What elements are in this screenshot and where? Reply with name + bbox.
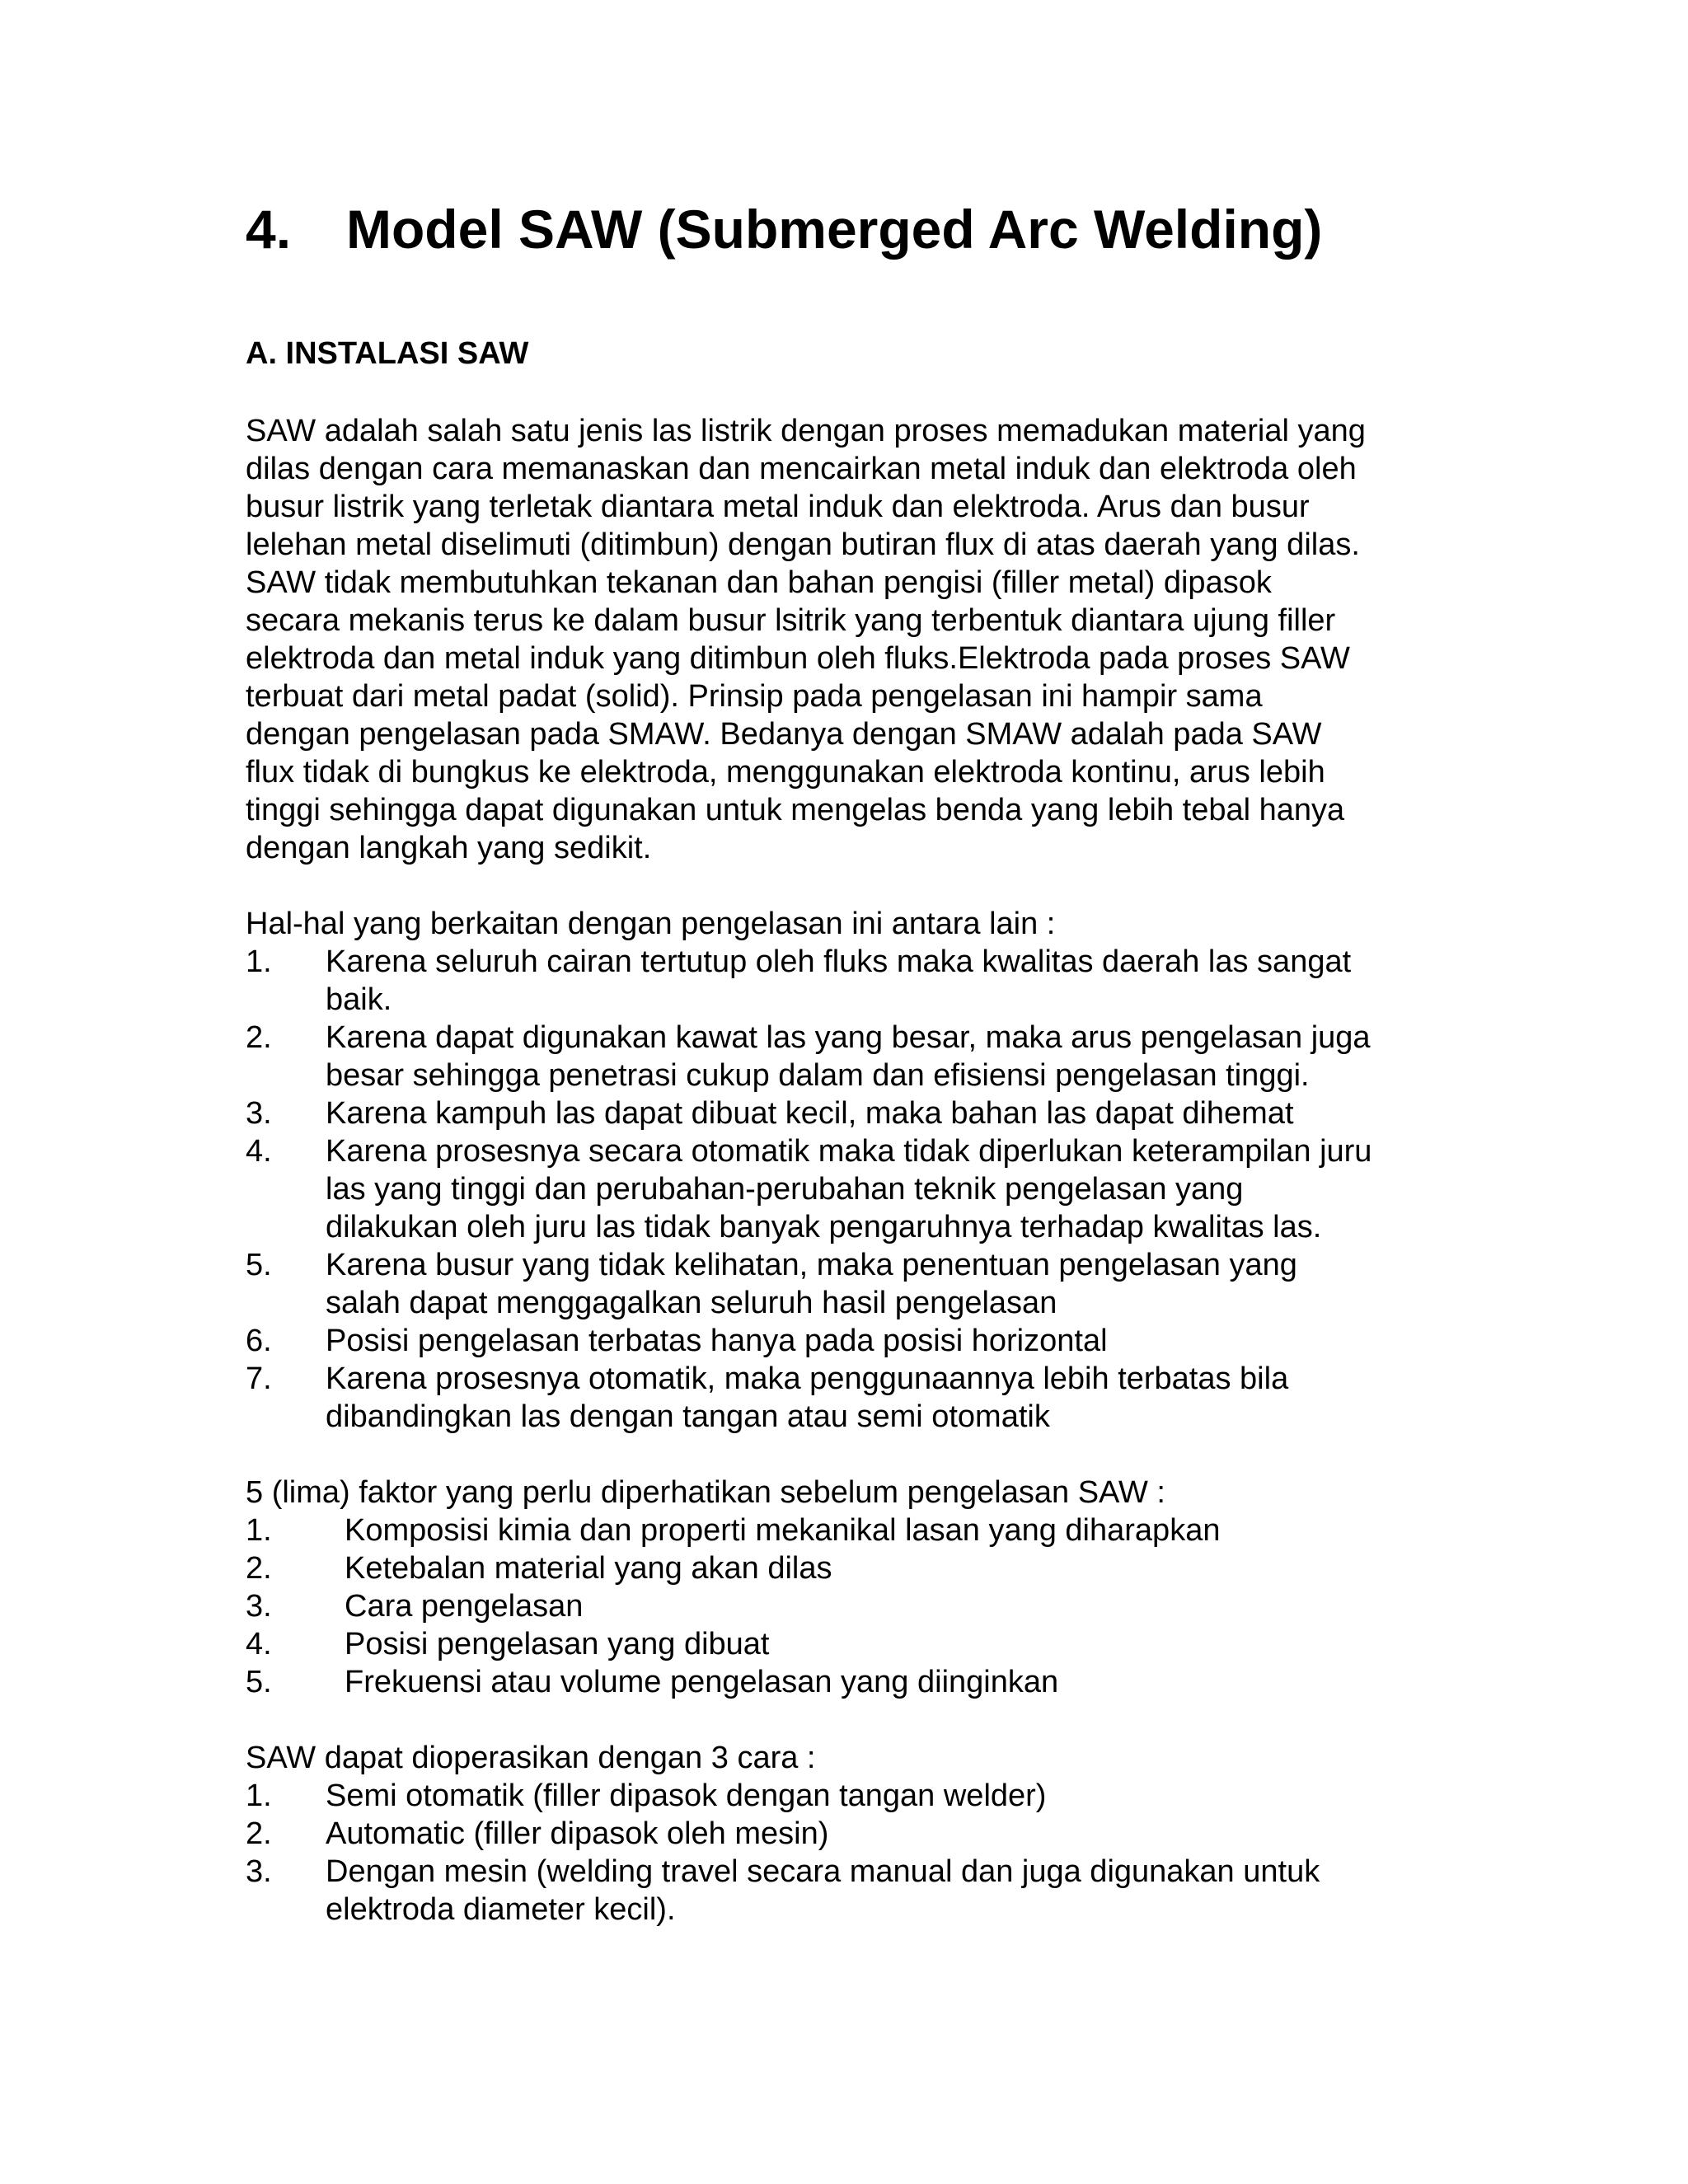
- list-item: [246, 1625, 1220, 1663]
- related-heading: [246, 905, 1055, 943]
- list-marker: 2.: [246, 1816, 272, 1851]
- list-item-line: Posisi pengelasan yang dibuat: [345, 1627, 770, 1661]
- list-marker: 4.: [246, 1134, 272, 1169]
- intro-line: terbuat dari metal padat (solid). Prinsip pada pengelasan ini hampir sama: [246, 679, 1263, 714]
- intro-line: SAW tidak membutuhkan tekanan dan bahan pengisi (filler metal) dipasok: [246, 565, 1272, 600]
- list-marker: 2.: [246, 1020, 272, 1055]
- list-item: [246, 1322, 1372, 1360]
- operation-heading: [246, 1739, 815, 1777]
- intro-line: SAW adalah salah satu jenis las listrik dengan proses memadukan material yang: [246, 414, 1366, 448]
- intro-line: elektroda dan metal induk yang ditimbun oleh fluks.Elektroda pada proses SAW: [246, 641, 1350, 676]
- list-item: [246, 1549, 1220, 1587]
- list-item-line: Karena busur yang tidak kelihatan, maka penentuan pengelasan yang: [326, 1248, 1297, 1282]
- operation-list: [246, 1777, 1320, 1929]
- list-marker: 7.: [246, 1361, 272, 1396]
- intro-line: tinggi sehingga dapat digunakan untuk mengelas benda yang lebih tebal hanya: [246, 793, 1345, 827]
- list-item-line: elektroda diameter kecil).: [326, 1892, 676, 1927]
- list-item-line: salah dapat menggagalkan seluruh hasil pengelasan: [326, 1286, 1057, 1320]
- list-item-line: Automatic (filler dipasok oleh mesin): [326, 1816, 829, 1851]
- list-item: [246, 1360, 1372, 1436]
- intro-line: dengan langkah yang sedikit.: [246, 831, 652, 865]
- list-marker: 1.: [246, 944, 272, 979]
- intro-paragraph: [246, 412, 1366, 867]
- list-item-line: Dengan mesin (welding travel secara manual dan juga digunakan untuk: [326, 1854, 1320, 1889]
- list-marker: 1.: [246, 1779, 272, 1813]
- list-item-line: Posisi pengelasan terbatas hanya pada posisi horizontal: [326, 1324, 1108, 1358]
- list-marker: 6.: [246, 1324, 272, 1358]
- list-item-line: Karena seluruh cairan tertutup oleh fluks maka kwalitas daerah las sangat: [326, 944, 1352, 979]
- list-item: [246, 943, 1372, 1019]
- related-list: [246, 943, 1372, 1436]
- intro-line: busur listrik yang terletak diantara metal induk dan elektroda. Arus dan busur: [246, 490, 1310, 524]
- section-heading: A. INSTALASI SAW: [246, 336, 529, 371]
- title-number: 4.: [246, 199, 292, 260]
- list-item-line: Semi otomatik (filler dipasok dengan tangan welder): [326, 1779, 1047, 1813]
- intro-line: lelehan metal diselimuti (ditimbun) dengan butiran flux di atas daerah yang dilas.: [246, 527, 1360, 562]
- list-item: [246, 1853, 1320, 1929]
- list-item: [246, 1246, 1372, 1322]
- list-item: [246, 1777, 1320, 1815]
- list-item-line: Ketebalan material yang akan dilas: [345, 1551, 832, 1586]
- factors-heading: [246, 1474, 1165, 1511]
- list-item-line: Cara pengelasan: [345, 1589, 584, 1624]
- list-marker: 5.: [246, 1665, 272, 1699]
- list-item-line: Karena prosesnya secara otomatik maka tidak diperlukan keterampilan juru: [326, 1134, 1372, 1169]
- list-item-line: besar sehingga penetrasi cukup dalam dan efisiensi pengelasan tinggi.: [326, 1058, 1310, 1093]
- list-item-line: Karena dapat digunakan kawat las yang besar, maka arus pengelasan juga: [326, 1020, 1371, 1055]
- intro-line: flux tidak di bungkus ke elektroda, menggunakan elektroda kontinu, arus lebih: [246, 755, 1325, 790]
- list-marker: 3.: [246, 1096, 272, 1131]
- list-item: [246, 1511, 1220, 1549]
- intro-line: dengan pengelasan pada SMAW. Bedanya dengan SMAW adalah pada SAW: [246, 717, 1322, 752]
- list-item: [246, 1019, 1372, 1094]
- list-item: [246, 1094, 1372, 1132]
- factors-heading-text: 5 (lima) faktor yang perlu diperhatikan sebelum pengelasan SAW :: [246, 1475, 1165, 1510]
- list-item-line: baik.: [326, 982, 392, 1017]
- list-item-line: dibandingkan las dengan tangan atau semi otomatik: [326, 1399, 1050, 1434]
- operation-heading-text: SAW dapat dioperasikan dengan 3 cara :: [246, 1741, 816, 1775]
- list-item: [246, 1587, 1220, 1625]
- intro-line: secara mekanis terus ke dalam busur lsitrik yang terbentuk diantara ujung filler: [246, 603, 1336, 638]
- factors-list: [246, 1511, 1220, 1701]
- page-title: [246, 196, 1322, 262]
- list-marker: 3.: [246, 1589, 272, 1624]
- list-item: [246, 1663, 1220, 1701]
- list-item-line: dilakukan oleh juru las tidak banyak pengaruhnya terhadap kwalitas las.: [326, 1210, 1322, 1244]
- list-item-line: Karena kampuh las dapat dibuat kecil, maka bahan las dapat dihemat: [326, 1096, 1294, 1131]
- list-item-line: las yang tinggi dan perubahan-perubahan teknik pengelasan yang: [326, 1172, 1244, 1207]
- list-marker: 5.: [246, 1248, 272, 1282]
- list-marker: 3.: [246, 1854, 272, 1889]
- intro-line: dilas dengan cara memanaskan dan mencairkan metal induk dan elektroda oleh: [246, 452, 1357, 486]
- list-marker: 2.: [246, 1551, 272, 1586]
- list-item-line: Frekuensi atau volume pengelasan yang diinginkan: [345, 1665, 1059, 1699]
- list-marker: 1.: [246, 1513, 272, 1548]
- list-item-line: Komposisi kimia dan properti mekanikal lasan yang diharapkan: [345, 1513, 1221, 1548]
- title-text: Model SAW (Submerged Arc Welding): [346, 199, 1323, 260]
- list-item: [246, 1815, 1320, 1853]
- related-heading-text: Hal-hal yang berkaitan dengan pengelasan ini antara lain :: [246, 907, 1056, 941]
- list-item-line: Karena prosesnya otomatik, maka penggunaannya lebih terbatas bila: [326, 1361, 1289, 1396]
- list-marker: 4.: [246, 1627, 272, 1661]
- list-item: [246, 1132, 1372, 1246]
